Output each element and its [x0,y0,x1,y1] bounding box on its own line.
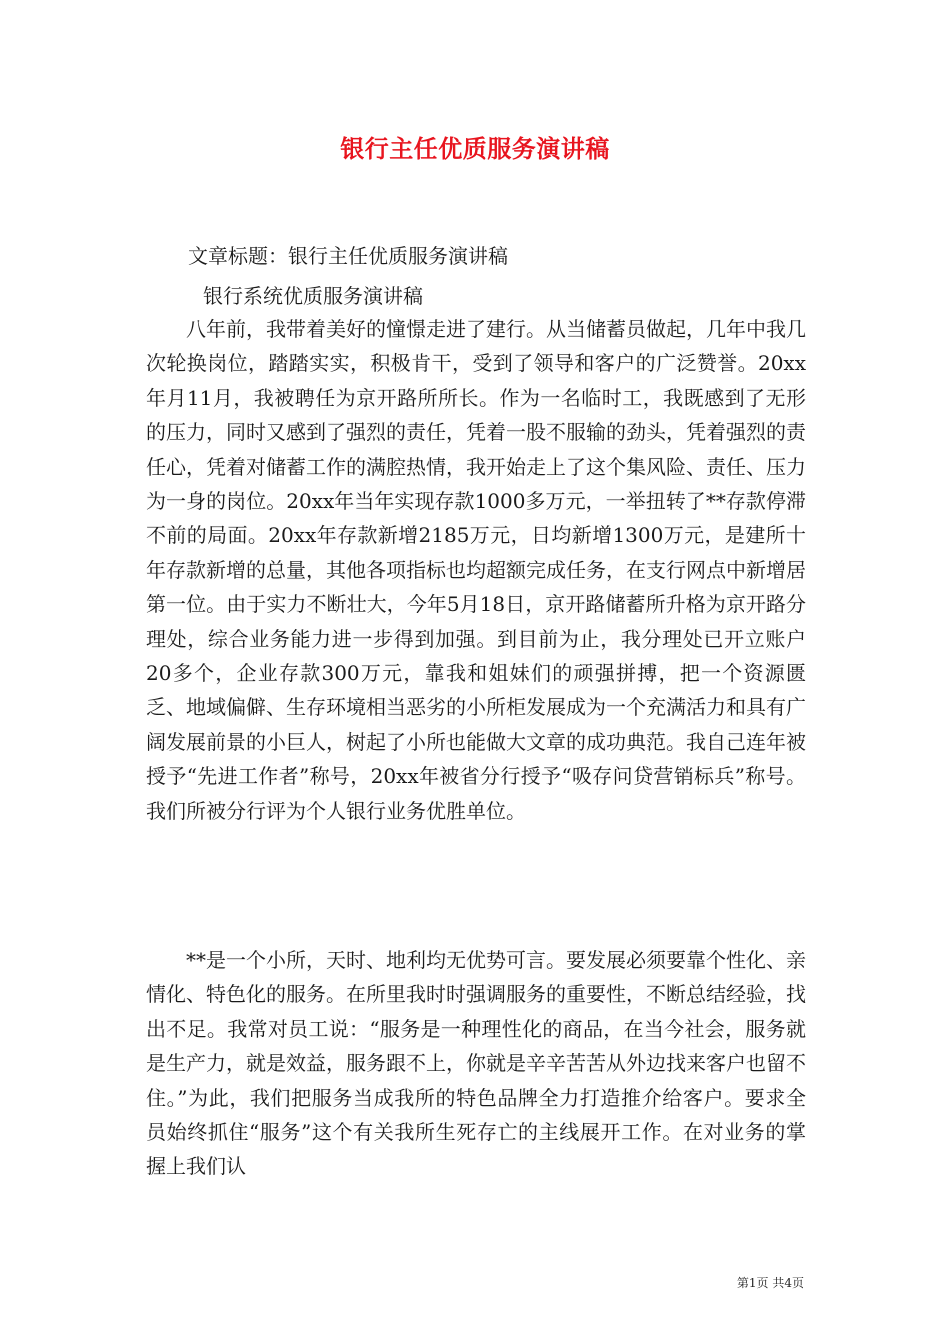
document-subtitle: 银行系统优质服务演讲稿 [203,284,423,308]
body-paragraph-1: 八年前，我带着美好的憧憬走进了建行。从当储蓄员做起，几年中我几次轮换岗位，踏踏实实，积极肯干，受到了领导和客户的广泛赞誉。20xx年月11月，我被聘任为京开路所所长。作为一名临时工，我既感到了无形的压力，同时又感到了强烈的责任，凭着一股不服输的劲头，凭着强烈的责任心，凭着对储蓄工作的满腔热情，我开始走上了这个集风险、责任、压力为一身的岗位。20xx年当年实现存款1000多万元，一举扭转了**存款停滞不前的局面。20xx年存款新增2185万元，日均新增1300万元，是建所十年存款新增的总量，其他各项指标也均超额完成任务，在支行网点中新增居第一位。由于实力不断壮大，今年5月18日，京开路储蓄所升格为京开路分理处，综合业务能力进一步得到加强。到目前为止，我分理处已开立账户20多个，企业存款300万元，靠我和姐妹们的顽强拼搏，把一个资源匮乏、地域偏僻、生存环境相当恶劣的小所柜发展成为一个充满活力和具有广阔发展前景的小巨人，树起了小所也能做大文章的成功典范。我自己连年被授予“先进工作者”称号，20xx年被省分行授予“吸存问贷营销标兵”称号。我们所被分行评为个人银行业务优胜单位。 [146,317,806,823]
page-number-footer: 第1页 共4页 [736,1276,804,1290]
document-title: 银行主任优质服务演讲稿 [340,134,610,163]
article-title-label: 文章标题：银行主任优质服务演讲稿 [188,244,508,268]
body-paragraph-2: **是一个小所，天时、地利均无优势可言。要发展必须要靠个性化、亲情化、特色化的服务。在所里我时时强调服务的重要性，不断总结经验，找出不足。我常对员工说：“服务是一种理性化的商品，在当今社会，服务就是生产力，就是效益，服务跟不上，你就是辛辛苦苦从外边找来客户也留不住。”为此，我们把服务当成我所的特色品牌全力打造推介给客户。要求全员始终抓住“服务”这个有关我所生死存亡的主线展开工作。在对业务的掌握上我们认 [146,948,806,1179]
